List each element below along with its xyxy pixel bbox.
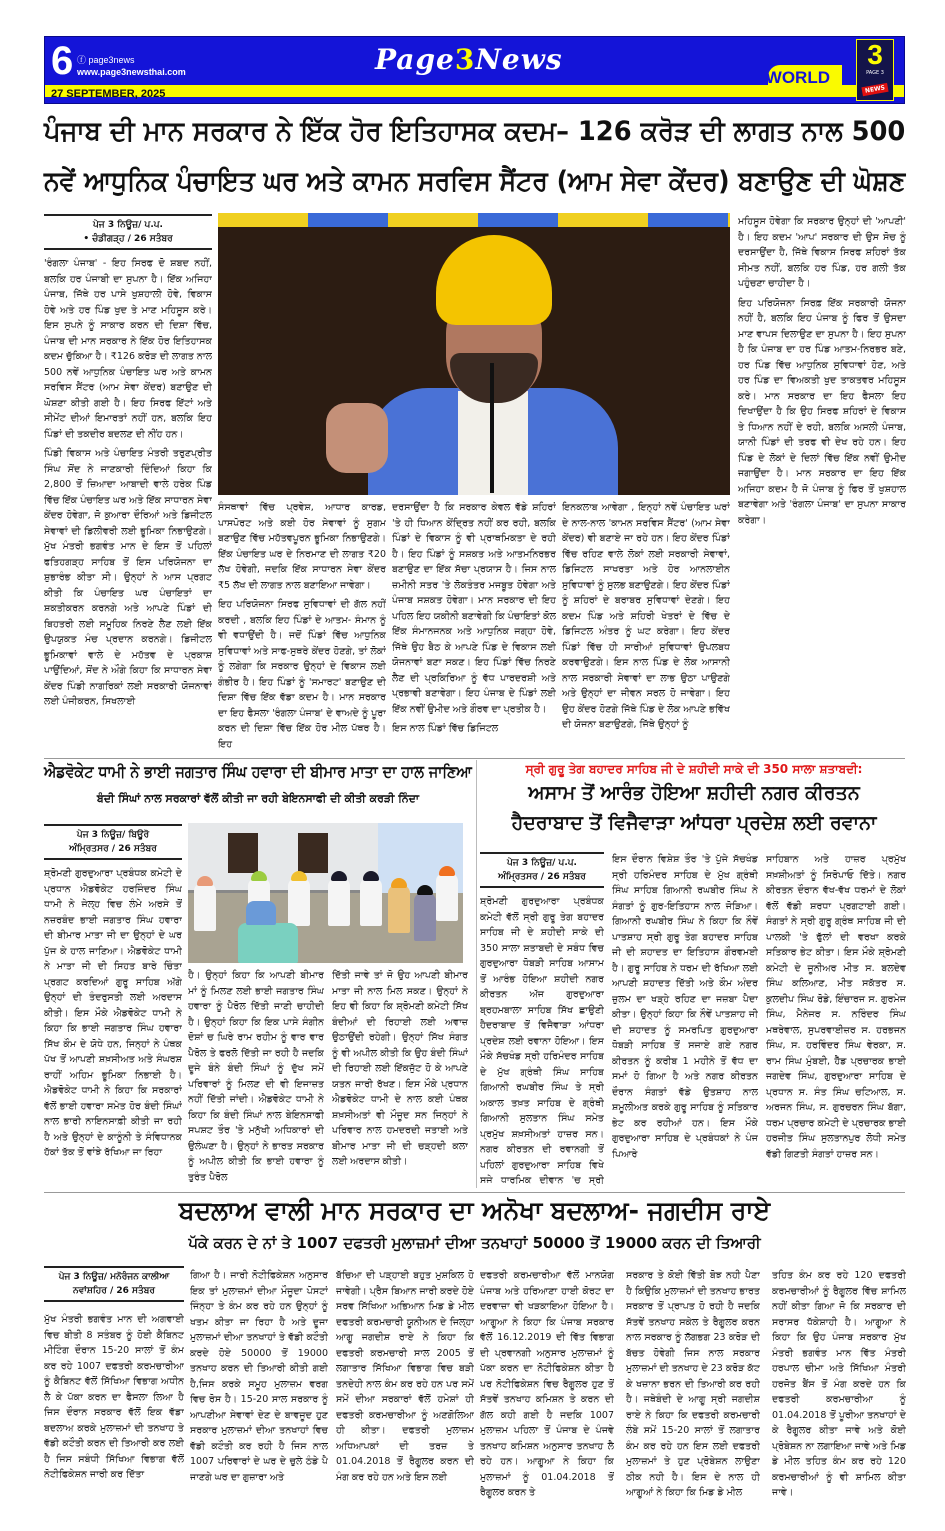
facebook-icon: ⓕ bbox=[77, 55, 89, 65]
lead-byline: ਪੇਜ 3 ਨਿਊਜ਼/ ਪ.ਪ. • ਚੰਡੀਗੜ੍ਹ / 26 ਸਤੰਬਰ bbox=[44, 214, 212, 250]
lead-column-3: ਦਰਸਾਉਂਦਾ ਹੈ ਕਿ ਸਰਕਾਰ ਕੇਵਲ ਵੱਡੇ ਸ਼ਹਿਰਾਂ 'ਤੇ ਹੀ ਧਿਆਨ ਕੇਂਦ੍ਰਿਤ ਨਹੀਂ ਕਰ ਰਹੀ, ਬਲਕਿ ਪਿੰਡਾਂ ਦੇ ਵਿਕਾਸ ਨੂੰ ਵੀ ਪ੍ਰਾਥਮਿਕਤਾ ਦੇ ਰਹੀ ਹੈ। ਇਹ ਪਿੰਡਾਂ ਨੂੰ ਸਸ਼ਕਤ ਅਤੇ ਆਤਮਨਿਰਭਰ ਬਣਾਉਣ ਦਾ ਇੱਕ ਸੱਚਾ ਪ੍ਰਯਾਸ ਹੈ। ਜਿਸ ਨਾਲ ਜ਼ਮੀਨੀ ਸਤਰ 'ਤੇ ਲੋਕਤੰਤਰ ਮਜਬੂਤ ਹੋਵੇਗਾ ਅਤੇ ਪੰਜਾਬ ਸਸ਼ਕਤ ਹੋਵੇਗਾ। ਮਾਨ ਸਰਕਾਰ ਦੀ ਇਹ ਪਹਿਲ ਇਹ ਯਕੀਨੀ ਬਣਾਵੇਗੀ ਕਿ ਪੰਚਾਇਤਾਂ ਕੋਲ ਇੱਕ ਸੰਮਾਨਜਨਕ ਅਤੇ ਆਧੁਨਿਕ ਜਗ੍ਹਾ ਹੋਵੇ, ਜਿੱਥੇ ਉਹ ਬੈਠ ਕੇ ਆਪਣੇ ਪਿੰਡ ਦੇ ਵਿਕਾਸ ਲਈ ਯੋਜਨਾਵਾਂ ਬਣਾ ਸਕਣ। ਇਹ ਪਿੰਡਾਂ ਵਿੱਚ ਨਿਰਣੇ ਲੈਣ ਦੀ ਪ੍ਰਕਿਰਿਆ ਨੂੰ ਵੱਧ ਪਾਰਦਰਸ਼ੀ ਅਤੇ ਪ੍ਰਭਾਵੀ ਬਣਾਵੇਗਾ। ਇਹ ਪੰਜਾਬ ਦੇ ਪਿੰਡਾਂ ਲਈ ਇੱਕ ਨਵੀਂ ਉਮੀਦ ਅਤੇ ਗੌਰਵ ਦਾ ਪ੍ਰਤੀਕ ਹੈ। ਇਸ ਨਾਲ ਪਿੰਡਾਂ ਵਿੱਚ ਡਿਜਿਟਲ bbox=[392, 502, 556, 734]
kirtan-column-3: ਸਾਹਿਬਾਨ ਅਤੇ ਹਾਜ਼ਰ ਪ੍ਰਮੁੱਖ ਸਖ਼ਸ਼ੀਅਤਾਂ ਨੂੰ ਸਿਰੋਪਾਓ ਦਿੱਤੇ। ਨਗਰ ਕੀਰਤਨ ਦੌਰਾਨ ਵੱਖ-ਵੱਖ ਧਰਮਾਂ ਦੇ ਲੋਕਾਂ ਵੱਲੋਂ ਵੱਡੀ ਸ਼ਰਧਾ ਪ੍ਰਗਟਾਈ ਗਈ। ਸੰਗਤਾਂ ਨੇ ਸ੍ਰੀ ਗੁਰੂ ਗ੍ਰੰਥ ਸਾਹਿਬ ਜੀ ਦੀ ਪਾਲਕੀ 'ਤੇ ਫੁੱਲਾਂ ਦੀ ਵਰਖਾ ਕਰਕੇ ਸਤਿਕਾਰ ਭੇਟ ਕੀਤਾ। ਇਸ ਮੌਕੇ ਸ਼੍ਰੋਮਣੀ ਕਮੇਟੀ ਦੇ ਜੂਨੀਅਰ ਮੀਤ ਸ. ਬਲਦੇਵ ਸਿੰਘ ਕਲਿਆਣ, ਮੀਤ ਸਕੱਤਰ ਸ. ਕੁਲਦੀਪ ਸਿੰਘ ਰੋਡੇ, ਇੰਚਾਰਜ ਸ. ਗੁਰਮੇਜ ਸਿੰਘ, ਮੈਨੇਜਰ ਸ. ਨਰਿੰਦਰ ਸਿੰਘ ਮਥਰੇਵਾਲ, ਸੁਪਰਵਾਈਜ਼ਰ ਸ. ਹਰਭਜਨ ਸਿੰਘ, ਸ. ਹਰਵਿੰਦਰ ਸਿੰਘ ਵੇਰਕਾ, ਸ. ਰਾਮ ਸਿੰਘ ਮੁੰਬਈ, ਹੈੱਡ ਪ੍ਰਚਾਰਕ ਭਾਈ ਜਗਦੇਵ ਸਿੰਘ, ਗੁਰਦੁਆਰਾ ਸਾਹਿਬ ਦੇ ਪ੍ਰਧਾਨ ਸ. ਸੰਤ ਸਿੰਘ ਚਟਿਆਲ, ਸ. ਅਰਜਨ ਸਿੰਘ, ਸ. ਗੁਰਚਰਨ ਸਿੰਘ ਬੱਗਾ, ਧਰਮ ਪ੍ਰਚਾਰ ਕਮੇਟੀ ਦੇ ਪ੍ਰਚਾਰਕ ਭਾਈ ਹਰਜੀਤ ਸਿੰਘ ਸੁਲਤਾਨਪੁਰ ਲੋਧੀ ਸਮੇਤ ਵੱਡੀ ਗਿਣਤੀ ਸੰਗਤਾਂ ਹਾਜ਼ਰ ਸਨ। bbox=[766, 854, 906, 1160]
dhami-column-3: ਦਿੱਤੀ ਜਾਵੇ ਤਾਂ ਜੋ ਉਹ ਆਪਣੀ ਬੀਮਾਰ ਮਾਤਾ ਜੀ ਨਾਲ ਮਿਲ ਸਕਣ। ਉਨ੍ਹਾਂ ਨੇ ਇਹ ਵੀ ਕਿਹਾ ਕਿ ਸ਼੍ਰੋਮਣੀ ਕਮੇਟੀ ਸਿੱਖ ਬੰਦੀਆਂ ਦੀ ਰਿਹਾਈ ਲਈ ਅਵਾਜ਼ ਉਠਾਉਂਦੀ ਰਹੇਗੀ। ਉਨ੍ਹਾਂ ਸਿੱਖ ਸੰਗਤ ਨੂੰ ਵੀ ਅਪੀਲ ਕੀਤੀ ਕਿ ਉਹ ਬੰਦੀ ਸਿੰਘਾਂ ਦੀ ਰਿਹਾਈ ਲਈ ਇੱਕਜੁੱਟ ਹੋ ਕੇ ਆਪਣੇ ਯਤਨ ਜਾਰੀ ਰੱਖਣ। ਇਸ ਮੌਕੇ ਪ੍ਰਧਾਨ ਐਡਵੋਕੇਟ ਧਾਮੀ ਦੇ ਨਾਲ ਕਈ ਪੰਥਕ ਸ਼ਖ਼ਸੀਅਤਾਂ ਵੀ ਮੌਜੂਦ ਸਨ ਜਿਨ੍ਹਾਂ ਨੇ ਪਰਿਵਾਰ ਨਾਲ ਹਮਦਰਦੀ ਜਤਾਈ ਅਤੇ ਬੀਮਾਰ ਮਾਤਾ ਜੀ ਦੀ ਚੜ੍ਹਦੀ ਕਲਾ ਲਈ ਅਰਦਾਸ ਕੀਤੀ। bbox=[332, 970, 468, 1167]
lead-headline-line2: ਨਵੇਂ ਆਧੁਨਿਕ ਪੰਚਾਇਤ ਘਰ ਅਤੇ ਕਾਮਨ ਸਰਵਿਸ ਸੈਂਟਰ (ਆਮ ਸੇਵਾ ਕੇਂਦਰ) ਬਣਾਉਣ ਦੀ ਘੋਸ਼ਣ bbox=[44, 166, 906, 197]
lead-column-1: 'ਰੰਗਲਾ ਪੰਜਾਬ' - ਇਹ ਸਿਰਫ ਦੋ ਸ਼ਬਦ ਨਹੀਂ, ਬਲਕਿ ਹਰ ਪੰਜਾਬੀ ਦਾ ਸੁਪਨਾ ਹੈ। ਇੱਕ ਅਜਿਹਾ ਪੰਜਾਬ, ਜਿੱਥੇ ਹਰ ਪਾਸੇ ਖੁਸ਼ਹਾਲੀ ਹੋਵੇ, ਵਿਕਾਸ ਹੋਵੇ ਅਤੇ ਹਰ ਪਿੰਡ ਖੁਦ ਤੇ ਮਾਣ ਮਹਿਸੂਸ ਕਰੇ। ਇਸ ਸੁਪਨੇ ਨੂੰ ਸਾਕਾਰ ਕਰਨ ਦੀ ਦਿਸ਼ਾ ਵਿੱਚ, ਪੰਜਾਬ ਦੀ ਮਾਨ ਸਰਕਾਰ ਨੇ ਇੱਕ ਹੋਰ ਇਤਿਹਾਸਕ ਕਦਮ ਚੁੱਕਿਆ ਹੈ। ₹126 ਕਰੋੜ ਦੀ ਲਾਗਤ ਨਾਲ 500 ਨਵੇਂ ਆਧੁਨਿਕ ਪੰਚਾਇਤ ਘਰ ਅਤੇ ਕਾਮਨ ਸਰਵਿਸ ਸੈਂਟਰ (ਆਮ ਸੇਵਾ ਕੇਂਦਰ) ਬਣਾਉਣ ਦੀ ਘੋਸ਼ਣਾ ਕੀਤੀ ਗਈ ਹੈ। ਇਹ ਸਿਰਫ ਇੱਟਾਂ ਅਤੇ ਸੀਮੇਂਟ ਦੀਆਂ ਇਮਾਰਤਾਂ ਨਹੀਂ ਹਨ, ਬਲਕਿ ਇਹ ਪਿੰਡਾਂ ਦੀ ਤਕਦੀਰ ਬਦਲਣ ਦੀ ਨੀਂਹ ਹਨ। ਪਿੰਡੀ ਵਿਕਾਸ ਅਤੇ ਪੰਚਾਇਤ ਮੰਤਰੀ ਤਰੁਣਪ੍ਰੀਤ ਸਿੰਘ ਸੋਂਦ ਨੇ ਜਾਣਕਾਰੀ ਦਿੰਦਿਆਂ ਕਿਹਾ ਕਿ 2,800 ਤੋਂ ਜ਼ਿਆਦਾ ਆਬਾਦੀ ਵਾਲੇ ਹਰੇਕ ਪਿੰਡ ਵਿੱਚ ਇੱਕ ਪੰਚਾਇਤ ਘਰ ਅਤੇ ਇੱਕ ਸਾਧਾਰਨ ਸੇਵਾ ਕੇਂਦਰ ਹੋਵੇਗਾ, ਜੋ ਕੁਆਰਾ ਦੌਰਿਆਂ ਅਤੇ ਡਿਜੀਟਲ ਸੇਵਾਵਾਂ ਦੀ ਡਿਲੀਵਰੀ ਲਈ ਭੂਮਿਕਾ ਨਿਭਾਉਣਗੇ। ਮੁੱਖ ਮੰਤਰੀ ਭਗਵੰਤ ਮਾਨ ਦੇ ਇਸ ਤੋਂ ਪਹਿਲਾਂ ਫਤਿਹਗੜ੍ਹ ਸਾਹਿਬ ਤੋਂ ਇਸ ਪਰਿਯੋਜਨਾ ਦਾ ਸ਼ੁਭਾਰੰਭ ਕੀਤਾ ਸੀ। ਉਨ੍ਹਾਂ ਨੇ ਆਸ ਪ੍ਰਗਟ ਕੀਤੀ ਕਿ ਪੰਚਾਇਤ ਘਰ ਪੰਚਾਇਤਾਂ ਦਾ ਸ਼ਕਤੀਕਰਨ ਕਰਨਗੇ ਅਤੇ ਆਪਣੇ ਪਿੰਡਾਂ ਦੀ ਬਿਹਤਰੀ ਲਈ ਸਮੂਹਿਕ ਨਿਰਣੇ ਲੈਣ ਲਈ ਇੱਕ ਉਪਯੁਕਤ ਮੰਚ ਪ੍ਰਦਾਨ ਕਰਨਗੇ। ਡਿਜੀਟਲ ਭੂਮਿਕਾਵਾਂ ਵਾਲੇ ਦੇ ਮਹੱਤਵ ਦੇ ਪ੍ਰਕਾਸ਼ ਪਾਉਂਦਿਆਂ, ਸੋਂਦ ਨੇ ਔਗੇ ਕਿਹਾ ਕਿ ਸਾਧਾਰਨ ਸੇਵਾ ਕੇਂਦਰ ਪਿੰਡੀ ਨਾਗਰਿਕਾਂ ਲਈ ਸਰਕਾਰੀ ਯੋਜਨਾਵਾਂ ਲਈ ਪੰਜੀਕਰਨ, ਸਿਖਲਾਈ bbox=[44, 258, 212, 707]
kirtan-headline-line1: ਅਸਾਮ ਤੋਂ ਆਰੰਭ ਹੋਇਆ ਸ਼ਹੀਦੀ ਨਗਰ ਕੀਰਤਨ bbox=[528, 782, 860, 804]
section-divider bbox=[44, 758, 905, 759]
dhami-column-2: ਹੈ। ਉਨ੍ਹਾਂ ਕਿਹਾ ਕਿ ਆਪਣੀ ਬੀਮਾਰ ਮਾਂ ਨੂੰ ਮਿਲਣ ਲਈ ਭਾਈ ਜਗਤਾਰ ਸਿੰਘ ਹਵਾਰਾ ਨੂੰ ਪੈਰੋਲ ਦਿੱਤੀ ਜਾਣੀ ਚਾਹੀਦੀ ਹੈ। ਉਨ੍ਹਾਂ ਕਿਹਾ ਕਿ ਇਕ ਪਾਸੇ ਸੰਗੀਨ ਦੋਸ਼ਾਂ ਚ ਘਿਰੇ ਰਾਮ ਰਹੀਮ ਨੂੰ ਵਾਰ ਵਾਰ ਪੈਰੋਲ ਤੇ ਫਰਲੋ ਦਿੱਤੀ ਜਾ ਰਹੀ ਹੈ ਜਦਕਿ ਦੂਜੇ ਬੰਨੇ ਬੰਦੀ ਸਿੰਘਾਂ ਨੂੰ ਦੁੱਖ ਸਮੇਂ ਪਰਿਵਾਰਾਂ ਨੂੰ ਮਿਲਣ ਦੀ ਵੀ ਇਜਾਜ਼ਤ ਨਹੀਂ ਦਿੱਤੀ ਜਾਂਦੀ। ਐਡਵੋਕੇਟ ਧਾਮੀ ਨੇ ਕਿਹਾ ਕਿ ਬੰਦੀ ਸਿੰਘਾਂ ਨਾਲ ਬੇਇਨਸਾਫੀ ਸਪਸ਼ਟ ਤੌਰ 'ਤੇ ਮਨੁੱਖੀ ਅਧਿਕਾਰਾਂ ਦੀ ਉਲੰਘਣਾ ਹੈ। ਉਨ੍ਹਾਂ ਨੇ ਭਾਰਤ ਸਰਕਾਰ ਨੂੰ ਅਪੀਲ ਕੀਤੀ ਕਿ ਭਾਈ ਹਵਾਰਾ ਨੂੰ ਤੁਰੰਤ ਪੈਰੋਲ bbox=[188, 970, 324, 1183]
social-handle[interactable]: ⓕ page3news bbox=[77, 55, 135, 65]
page3-news-badge: 3 PAGE 3 NEWS bbox=[856, 39, 894, 101]
lead-photo bbox=[218, 213, 730, 495]
lead-column-5: ਮਹਿਸੂਸ ਹੋਵੇਗਾ ਕਿ ਸਰਕਾਰ ਉਨ੍ਹਾਂ ਦੀ 'ਆਪਣੀ' ਹੈ। ਇਹ ਕਦਮ 'ਆਪ' ਸਰਕਾਰ ਦੀ ਉਸ ਸੋਚ ਨੂੰ ਦਰਸਾਉਂਦਾ ਹੈ, ਜਿੱਥੇ ਵਿਕਾਸ ਸਿਰਫ ਸ਼ਹਿਰਾਂ ਤੱਕ ਸੀਮਤ ਨਹੀਂ, ਬਲਕਿ ਹਰ ਪਿੰਡ, ਹਰ ਗਲੀ ਤੱਕ ਪਹੁੰਚਣਾ ਚਾਹੀਦਾ ਹੈ। ਇਹ ਪਰਿਯੋਜਨਾ ਸਿਰਫ਼ ਇੱਕ ਸਰਕਾਰੀ ਯੋਜਨਾ ਨਹੀਂ ਹੈ, ਬਲਕਿ ਇਹ ਪੰਜਾਬ ਨੂੰ ਫਿਰ ਤੋਂ ਉਸਦਾ ਮਾਣ ਵਾਪਸ ਦਿਲਾਉਣ ਦਾ ਸੁਪਨਾ ਹੈ। ਇਹ ਸੁਪਨਾ ਹੈ ਕਿ ਪੰਜਾਬ ਦਾ ਹਰ ਪਿੰਡ ਆਤਮ-ਨਿਰਭਰ ਬਣੇ, ਹਰ ਪਿੰਡ ਵਿੱਚ ਆਧੁਨਿਕ ਸੁਵਿਧਾਵਾਂ ਹੋਣ, ਅਤੇ ਹਰ ਪਿੰਡ ਦਾ ਵਿਅਕਤੀ ਖੁਦ ਤਾਕਤਵਰ ਮਹਿਸੂਸ ਕਰੇ। ਮਾਨ ਸਰਕਾਰ ਦਾ ਇਹ ਫੈਸਲਾ ਇਹ ਦਿਖਾਉਂਦਾ ਹੈ ਕਿ ਉਹ ਸਿਰਫ ਸ਼ਹਿਰਾਂ ਦੇ ਵਿਕਾਸ ਤੇ ਧਿਆਨ ਨਹੀਂ ਦੇ ਰਹੀ, ਬਲਕਿ ਅਸਲੀ ਪੰਜਾਬ, ਯਾਨੀ ਪਿੰਡਾਂ ਦੀ ਤਰਫ ਵੀ ਦੇਖ ਰਹੇ ਹਨ। ਇਹ ਪਿੰਡ ਦੇ ਲੋਕਾਂ ਦੇ ਦਿਲਾਂ ਵਿੱਚ ਇੱਕ ਨਵੀਂ ਉਮੀਦ ਜਗਾਉਂਦਾ ਹੈ। ਮਾਨ ਸਰਕਾਰ ਦਾ ਇਹ ਇੱਕ ਅਜਿਹਾ ਕਦਮ ਹੈ ਜੋ ਪੰਜਾਬ ਨੂੰ ਫਿਰ ਤੋਂ ਖੁਸ਼ਹਾਲ ਬਣਾਵੇਗਾ ਅਤੇ 'ਰੰਗਲਾ ਪੰਜਾਬ' ਦਾ ਸੁਪਨਾ ਸਾਕਾਰ ਕਰੇਗਾ। bbox=[738, 216, 906, 526]
dhami-column-1: ਸ਼੍ਰੋਮਣੀ ਗੁਰਦੁਆਰਾ ਪ੍ਰਬੰਧਕ ਕਮੇਟੀ ਦੇ ਪ੍ਰਧਾਨ ਐਡਵੋਕੇਟ ਹਰਜਿੰਦਰ ਸਿੰਘ ਧਾਮੀ ਨੇ ਜੇਲ੍ਹ ਵਿਚ ਲੰਮੇ ਅਰਸੇ ਤੋਂ ਨਜ਼ਰਬੰਦ ਭਾਈ ਜਗਤਾਰ ਸਿੰਘ ਹਵਾਰਾ ਦੀ ਬੀਮਾਰ ਮਾਤਾ ਜੀ ਦਾ ਉਨ੍ਹਾਂ ਦੇ ਘਰ ਪੁੱਜ ਕੇ ਹਾਲ ਜਾਣਿਆ। ਐਡਵੋਕੇਟ ਧਾਮੀ ਨੇ ਮਾਤਾ ਜੀ ਦੀ ਸਿਹਤ ਬਾਰੇ ਚਿੰਤਾ ਪ੍ਰਗਟ ਕਰਦਿਆਂ ਗੁਰੂ ਸਾਹਿਬ ਅੱਗੇ ਉਨ੍ਹਾਂ ਦੀ ਤੰਦਰੁਸਤੀ ਲਈ ਅਰਦਾਸ ਕੀਤੀ। ਇਸ ਮੌਕੇ ਐਡਵੋਕੇਟ ਧਾਮੀ ਨੇ ਕਿਹਾ ਕਿ ਭਾਈ ਜਗਤਾਰ ਸਿੰਘ ਹਵਾਰਾ ਸਿੱਖ ਕੌਮ ਦੇ ਯੋਧੇ ਹਨ, ਜਿਨ੍ਹਾਂ ਨੇ ਪੰਥਕ ਪੱਖ ਤੋਂ ਆਪਣੀ ਸ਼ਖ਼ਸੀਅਤ ਅਤੇ ਸੰਘਰਸ਼ ਰਾਹੀਂ ਅਹਿਮ ਭੂਮਿਕਾ ਨਿਭਾਈ ਹੈ। ਐਡਵੋਕੇਟ ਧਾਮੀ ਨੇ ਕਿਹਾ ਕਿ ਸਰਕਾਰਾਂ ਵੱਲੋਂ ਭਾਈ ਹਵਾਰਾ ਸਮੇਤ ਹੋਰ ਬੰਦੀ ਸਿੰਘਾਂ ਨਾਲ ਭਾਰੀ ਨਾਇਨਸਾਫ਼ੀ ਕੀਤੀ ਜਾ ਰਹੀ ਹੈ ਅਤੇ ਉਨ੍ਹਾਂ ਦੇ ਕਾਨੂੰਨੀ ਤੇ ਸੰਵਿਧਾਨਕ ਹੱਕਾਂ ਤੱਕ ਤੋਂ ਵਾਂਝੇ ਰੱਖਿਆ ਜਾ ਰਿਹਾ bbox=[44, 868, 182, 1158]
website-link[interactable]: www.page3newsthai.com bbox=[77, 67, 186, 77]
jagdish-column-4: ਦਫਤਰੀ ਕਰਮਚਾਰੀਆ ਵੱਲੋਂ ਮਾਨਯੋਗ ਪੰਜਾਬ ਅਤੇ ਹਰਿਆਣਾ ਹਾਈ ਕੋਰਟ ਦਾ ਦਰਵਾਜ਼ਾ ਵੀ ਖੜਕਾਇਆ ਹੋਇਆ ਹੈ। ਆਗੂਆ ਨੇ ਕਿਹਾ ਕਿ ਪੰਜਾਬ ਸਰਕਾਰ ਵੱਲੋਂ 16.12.2019 ਦੀ ਵਿੱਤ ਵਿਭਾਗ ਦੀ ਪ੍ਰਵਾਨਗੀ ਅਨੁਸਾਰ ਮੁਲਾਜ਼ਮਾਂ ਨੂੰ ਪੱਕਾ ਕਰਨ ਦਾ ਨੋਟੀਫਿਕੇਸ਼ਨ ਕੀਤਾ ਹੈ ਪਰ ਨੋਟੀਫਿਕੇਸ਼ਨ ਵਿਚ ਰੈਗੂਲਰ ਹੁਣ ਤੋਂ ਸੱਤਵੇਂ ਤਨਖਾਹ ਕਮਿਸ਼ਨ ਤੇ ਕਰਨ ਦੀ ਗੱਲ ਕਹੀ ਗਈ ਹੈ ਜਦਕਿ 1007 ਮੁਲਾਜ਼ਮ ਪਹਿਲਾ ਤੋਂ ਪੰਜਾਬ ਦੇ ਪੰਜਵੇ ਤਨਖਾਹ ਕਮਿਸ਼ਨ ਅਨੁਸਾਰ ਤਨਖਾਹ ਲੈ ਰਹੇ ਹਨ। ਆਗੂਆ ਨੇ ਕਿਹਾ ਕਿ ਮੁਲਾਜ਼ਮਾਂ ਨੂੰ 01.04.2018 ਤੋਂ ਰੈਗੂਲਰ ਕਰਨ ਤੇ bbox=[480, 1270, 614, 1498]
lead-column-4: ਇਨਕਲਾਬ ਆਵੇਗਾ , ਇਨ੍ਹਾਂ ਨਵੇਂ ਪੰਚਾਇਤ ਘਰਾਂ ਦੇ ਨਾਲ-ਨਾਲ 'ਕਾਮਨ ਸਰਵਿਸ ਸੈਂਟਰ' (ਆਮ ਸੇਵਾ ਕੇਂਦਰ) ਵੀ ਬਣਾਏ ਜਾ ਰਹੇ ਹਨ। ਇਹ ਕੇਂਦਰ ਪਿੰਡਾਂ ਵਿੱਚ ਰਹਿਣ ਵਾਲੇ ਲੋਕਾਂ ਲਈ ਸਰਕਾਰੀ ਸੇਵਾਵਾਂ, ਡਿਜਿਟਲ ਸਾਖਰਤਾ ਅਤੇ ਹੋਰ ਆਨਲਾਈਨ ਸੁਵਿਧਾਵਾਂ ਨੂੰ ਸੁਲਭ ਬਣਾਉਣਗੇ। ਇਹ ਕੇਂਦਰ ਪਿੰਡਾਂ ਨੂੰ ਸ਼ਹਿਰਾਂ ਦੇ ਬਰਾਬਰ ਸੁਵਿਧਾਵਾਂ ਦੇਣਗੇ। ਇਹ ਕਦਮ ਪਿੰਡ ਅਤੇ ਸ਼ਹਿਰੀ ਖੇਤਰਾਂ ਦੇ ਵਿੱਚ ਦੇ ਡਿਜਿਟਲ ਅੰਤਰ ਨੂੰ ਘਟ ਕਰੇਗਾ। ਇਹ ਕੇਂਦਰ ਪਿੰਡਾਂ ਵਿੱਚ ਹੀ ਸਾਰੀਆਂ ਸੁਵਿਧਾਵਾਂ ਉਪਲਬਧ ਕਰਵਾਉਣਗੇ। ਇਸ ਨਾਲ ਪਿੰਡ ਦੇ ਲੋਕ ਆਸਾਨੀ ਨਾਲ ਸਰਕਾਰੀ ਸੇਵਾਵਾਂ ਦਾ ਲਾਭ ਉਠਾ ਪਾਉਣਗੇ ਅਤੇ ਉਨ੍ਹਾਂ ਦਾ ਜੀਵਨ ਸਰਲ ਹੋ ਜਾਵੇਗਾ। ਇਹ ਉਹ ਕੇਂਦਰ ਹੋਣਗੇ ਜਿੱਥੇ ਪਿੰਡ ਦੇ ਲੋਕ ਆਪਣੇ ਭਵਿੱਖ ਦੀ ਯੋਜਨਾ ਬਣਾਉਣਗੇ, ਜਿੱਥੇ ਉਨ੍ਹਾਂ ਨੂੰ bbox=[562, 502, 730, 730]
page-number: 6 bbox=[51, 39, 74, 83]
kirtan-headline-line2: ਹੈਦਰਾਬਾਦ ਤੋਂ ਵਿਜੈਵਾੜਾ ਆਂਧਰਾ ਪ੍ਰਦੇਸ਼ ਲਈ ਰਵਾਨਾ bbox=[511, 812, 877, 834]
kirtan-byline: ਪੇਜ 3 ਨਿਊਜ਼/ ਪ.ਪ. ਅੰਮ੍ਰਿਤਸਰ / 26 ਸਤੰਬਰ bbox=[480, 852, 604, 888]
jagdish-column-3: ਬੱਚਿਆ ਦੀ ਪੜ੍ਹਾਈ ਬਹੁਤ ਮੁਸ਼ਕਿਲ ਹੋ ਜਾਵੇਗੀ। ਪ੍ਰੈਸ ਬਿਆਨ ਜਾਰੀ ਕਰਦੇ ਹੋਏ ਸਰਵ ਸਿੱਖਿਆ ਅਭਿਆਨ ਮਿਡ ਡੇ ਮੀਲ ਦਫਤਰੀ ਕਰਮਚਾਰੀ ਯੂਨੀਅਨ ਦੇ ਜਿਲ੍ਹਾ ਆਗੂ ਜਗਦੀਸ਼ ਰਾਏ ਨੇ ਕਿਹਾ ਕਿ ਦਫਤਰੀ ਕਰਮਚਾਰੀ ਸਾਲ 2005 ਤੋਂ ਲਗਾਤਾਰ ਸਿੱਖਿਆ ਵਿਭਾਗ ਵਿਚ ਬੜੀ ਤਨਦੇਹੀ ਨਾਲ ਕੰਮ ਕਰ ਰਹੇ ਹਨ ਪਰ ਸਮੇਂ ਸਮੇਂ ਦੀਆ ਸਰਕਾਰਾਂ ਵੱਲੋਂ ਹਮੇਸ਼ਾਂ ਹੀ ਦਫਤਰੀ ਕਰਮਚਾਰੀਆ ਨੂੰ ਅਣਗੋਲਿਆ ਹੀ ਕੀਤਾ। ਦਫਤਰੀ ਮੁਲਾਜ਼ਮ ਅਧਿਆਪਕਾਂ ਦੀ ਤਰਜ਼ ਤੇ 01.04.2018 ਤੋਂ ਰੈਗੂਲਰ ਕਰਨ ਦੀ ਮੰਗ ਕਰ ਰਹੇ ਹਨ ਅਤੇ ਇਸ ਲਈ bbox=[336, 1270, 474, 1483]
section-label: WORLD bbox=[765, 68, 830, 87]
masthead bbox=[44, 36, 905, 104]
dhami-subheadline: ਬੰਦੀ ਸਿੰਘਾਂ ਨਾਲ ਸਰਕਾਰਾਂ ਵੱਲੋਂ ਕੀਤੀ ਜਾ ਰਹੀ ਬੇਇਨਸਾਫੀ ਦੀ ਕੀਤੀ ਕਰੜੀ ਨਿੰਦਾ bbox=[96, 792, 420, 805]
dhami-photo bbox=[188, 823, 463, 963]
column-divider bbox=[476, 760, 477, 1188]
jagdish-column-1: ਮੁੱਖ ਮੰਤਰੀ ਭਗਵੰਤ ਮਾਨ ਦੀ ਅਗਵਾਈ ਵਿਚ ਬੀਤੀ 8 ਸਤੰਬਰ ਨੂੰ ਹੋਈ ਕੈਬਿਨਟ ਮੀਟਿੰਗ ਦੌਰਾਨ 15-20 ਸਾਲਾਂ ਤੋਂ ਕੰਮ ਕਰ ਰਹੇ 1007 ਦਫਤਰੀ ਕਰਮਚਾਰੀਆ ਨੂੰ ਕੈਬਿਨਟ ਵੱਲੋਂ ਸਿੱਖਿਆ ਵਿਭਾਗ ਅਧੀਨ ਲੈ ਕੇ ਪੱਕਾ ਕਰਨ ਦਾ ਫੈਸਲਾ ਲਿਆ ਹੈ ਜਿਸ ਦੌਰਾਨ ਸਰਕਾਰ ਵੱਲੋਂ ਇਕ ਵੱਡਾ ਬਦਲਾਅ ਕਰਕੇ ਮੁਲਾਜ਼ਮਾਂ ਦੀ ਤਨਖਾਹ ਤੇ ਵੱਡੀ ਕਟੌਤੀ ਕਰਨ ਦੀ ਤਿਆਰੀ ਕਰ ਲਈ ਹੈ ਜਿਸ ਸਬੰਧੀ ਸਿੱਖਿਆ ਵਿਭਾਗ ਵੱਲੋਂ ਨੋਟੀਫਿਕੇਸ਼ਨ ਜਾਰੀ ਕਰ ਦਿੱਤਾ bbox=[44, 1314, 184, 1480]
lead-column-2: ਸੰਸਥਾਵਾਂ ਵਿੱਚ ਪ੍ਰਵੇਸ਼, ਆਧਾਰ ਕਾਰਡ, ਪਾਸਪੋਰਟ ਅਤੇ ਕਈ ਹੋਰ ਸੇਵਾਵਾਂ ਨੂੰ ਸੁਗਮ ਬਣਾਉਣ ਵਿੱਚ ਮਹੱਤਵਪੂਰਨ ਭੂਮਿਕਾ ਨਿਭਾਉਣਗੇ। ਇੱਕ ਪੰਚਾਇਤ ਘਰ ਦੇ ਨਿਰਮਾਣ ਦੀ ਲਾਗਤ ₹20 ਲੱਖ ਹੋਵੇਗੀ, ਜਦਕਿ ਇੱਕ ਸਾਧਾਰਨ ਸੇਵਾ ਕੇਂਦਰ ₹5 ਲੱਖ ਦੀ ਲਾਗਤ ਨਾਲ ਬਣਾਇਆ ਜਾਵੇਗਾ। ਇਹ ਪਰਿਯੋਜਨਾ ਸਿਰਫ ਸੁਵਿਧਾਵਾਂ ਦੀ ਗੱਲ ਨਹੀਂ ਕਰਦੀ , ਬਲਕਿ ਇਹ ਪਿੰਡਾਂ ਦੇ ਆਤਮ- ਸੰਮਾਨ ਨੂੰ ਵੀ ਵਧਾਉਂਦੀ ਹੈ। ਜਦੋਂ ਪਿੰਡਾਂ ਵਿੱਚ ਆਧੁਨਿਕ ਸੁਵਿਧਾਵਾਂ ਅਤੇ ਸਾਫ-ਸੁਥਰੇ ਕੇਂਦਰ ਹੋਣਗੇ, ਤਾਂ ਲੋਕਾਂ ਨੂੰ ਲਗੇਗਾ ਕਿ ਸਰਕਾਰ ਉਨ੍ਹਾਂ ਦੇ ਵਿਕਾਸ ਲਈ ਗੰਭੀਰ ਹੈ। ਇਹ ਪਿੰਡਾਂ ਨੂੰ 'ਸਮਾਰਟ' ਬਣਾਉਣ ਦੀ ਦਿਸ਼ਾ ਵਿੱਚ ਇੱਕ ਵੱਡਾ ਕਦਮ ਹੈ। ਮਾਨ ਸਰਕਾਰ ਦਾ ਇਹ ਫੈਸਲਾ 'ਰੰਗਲਾ ਪੰਜਾਬ' ਦੇ ਵਾਅਦੇ ਨੂੰ ਪੂਰਾ ਕਰਨ ਦੀ ਦਿਸ਼ਾ ਵਿੱਚ ਇੱਕ ਹੋਰ ਮੀਲ ਪੱਥਰ ਹੈ। ਇਹ bbox=[218, 502, 386, 750]
lead-headline-line1: ਪੰਜਾਬ ਦੀ ਮਾਨ ਸਰਕਾਰ ਨੇ ਇੱਕ ਹੋਰ ਇਤਿਹਾਸਕ ਕਦਮ– 126 ਕਰੋੜ ਦੀ ਲਾਗਤ ਨਾਲ 500 bbox=[44, 116, 906, 147]
microphone-icon bbox=[490, 363, 494, 493]
jagdish-column-5: ਸਰਕਾਰ ਤੇ ਕੋਈ ਵਿੱਤੀ ਬੋਝ ਨਹੀ ਪੈਣਾ ਹੈ ਕਿਉਕਿ ਮੁਲਾਜ਼ਮਾਂ ਦੀ ਤਨਖਾਹ ਭਾਰਤ ਸਰਕਾਰ ਤੋਂ ਪ੍ਰਾਪਤ ਹੋ ਰਹੀ ਹੈ ਜਦਕਿ ਸੱਤਵੇਂ ਤਨਖਾਹ ਸਕੇਲ ਤੇ ਰੈਗੂਲਰ ਕਰਨ ਨਾਲ ਸਰਕਾਰ ਨੂੰ ਲੱਗਭਗ 23 ਕਰੋੜ ਦੀ ਬੱਚਤ ਹੋਵੇਗੀ ਜਿਸ ਨਾਲ ਸਰਕਾਰ ਮੁਲਾਜ਼ਮਾਂ ਦੀ ਤਨਖਾਹ ਦੇ 23 ਕਰੋੜ ਕੱਟ ਕੇ ਖਜ਼ਾਨਾ ਭਰਨ ਦੀ ਤਿਆਰੀ ਕਰ ਰਹੀ ਹੈ। ਜਥੇਬੰਦੀ ਦੇ ਆਗੂ ਸ੍ਰੀ ਜਗਦੀਸ਼ ਰਾਏ ਨੇ ਕਿਹਾ ਕਿ ਦਫਤਰੀ ਕਰਮਚਾਰੀ ਲੰਬੇ ਸਮੇਂ 15-20 ਸਾਲਾਂ ਤੋਂ ਲਗਾਤਾਰ ਕੰਮ ਕਰ ਰਹੇ ਹਨ ਇਸ ਲਈ ਦਫਤਰੀ ਮੁਲਾਜ਼ਮਾਂ ਤੇ ਹੁਣ ਪ੍ਰੋਬੇਸ਼ਨ ਲਾਉਣਾ ਠੀਕ ਨਹੀ ਹੈ। ਇਸ ਦੇ ਨਾਲ ਹੀ ਆਗੂਆਂ ਨੇ ਕਿਹਾ ਕਿ ਮਿਡ ਡੇ ਮੀਲ bbox=[626, 1270, 760, 1498]
jagdish-column-6: ਤਹਿਤ ਕੰਮ ਕਰ ਰਹੇ 120 ਦਫਤਰੀ ਕਰਮਚਾਰੀਆਂ ਨੂੰ ਰੈਗੂਲਰ ਵਿੱਚ ਸ਼ਾਮਿਲ ਨਹੀਂ ਕੀਤਾ ਗਿਆ ਜੋ ਕਿ ਸਰਕਾਰ ਦੀ ਸਰਾਸਰ ਧੱਕੇਸ਼ਾਹੀ ਹੈ। ਆਗੂਆ ਨੇ ਕਿਹਾ ਕਿ ਉਹ ਪੰਜਾਬ ਸਰਕਾਰ ਮੁੱਖ ਮੰਤਰੀ ਭਗਵੰਤ ਮਾਨ ਵਿੱਤ ਮੰਤਰੀ ਹਰਪਾਲ ਚੀਮਾ ਅਤੇ ਸਿੱਖਿਆ ਮੰਤਰੀ ਹਰਜੋਤ ਬੈਂਸ ਤੋਂ ਮੰਗ ਕਰਦੇ ਹਨ ਕਿ ਦਫਤਰੀ ਕਰਮਚਾਰੀਆ ਨੂੰ 01.04.2018 ਤੋਂ ਪੂਰੀਆ ਤਨਖਾਹਾਂ ਦੇ ਕੇ ਰੈਗੂਲਰ ਕੀਤਾ ਜਾਵੇ ਅਤੇ ਕੋਈ ਪ੍ਰੋਬੇਸ਼ਨ ਨਾ ਲਗਾਇਆ ਜਾਵੇ ਅਤੇ ਮਿਡ ਡੇ ਮੀਲ ਤਹਿਤ ਕੰਮ ਕਰ ਰਹੇ 120 ਕਰਮਚਾਰੀਆਂ ਨੂੰ ਵੀ ਸ਼ਾਮਿਲ ਕੀਤਾ ਜਾਵੇ। bbox=[772, 1270, 906, 1498]
brand-logo: Page3News bbox=[375, 43, 563, 76]
jagdish-subheadline: ਪੱਕੇ ਕਰਨ ਦੇ ਨਾਂ ਤੇ 1007 ਦਫਤਰੀ ਮੁਲਾਜ਼ਮਾਂ ਦੀਆ ਤਨਖਾਹਾਂ 50000 ਤੋਂ 19000 ਕਰਨ ਦੀ ਤਿਆਰੀ bbox=[188, 1234, 761, 1252]
jagdish-headline: ਬਦਲਾਅ ਵਾਲੀ ਮਾਨ ਸਰਕਾਰ ਦਾ ਅਨੋਖਾ ਬਦਲਾਅ- ਜਗਦੀਸ ਰਾਏ bbox=[178, 1196, 771, 1225]
dhami-headline: ਐਡਵੋਕੇਟ ਧਾਮੀ ਨੇ ਭਾਈ ਜਗਤਾਰ ਸਿੰਘ ਹਵਾਰਾ ਦੀ ਬੀਮਾਰ ਮਾਤਾ ਦਾ ਹਾਲ ਜਾਣਿਆ bbox=[44, 762, 472, 781]
kirtan-column-1: ਸ਼੍ਰੋਮਣੀ ਗੁਰਦੁਆਰਾ ਪ੍ਰਬੰਧਕ ਕਮੇਟੀ ਵੱਲੋਂ ਸ੍ਰੀ ਗੁਰੂ ਤੇਗ ਬਹਾਦਰ ਸਾਹਿਬ ਜੀ ਦੇ ਸ਼ਹੀਦੀ ਸਾਕੇ ਦੀ 350 ਸਾਲਾ ਸ਼ਤਾਬਦੀ ਦੇ ਸਬੰਧ ਵਿਚ ਗੁਰਦੁਆਰਾ ਧੋਬੜੀ ਸਾਹਿਬ ਆਸਾਮ ਤੋਂ ਆਰੰਭ ਹੋਇਆ ਸ਼ਹੀਦੀ ਨਗਰ ਕੀਰਤਨ ਅੱਜ ਗੁਰਦੁਆਰਾ ਬ੍ਰਹਮਬਾਲਾ ਸਾਹਿਬ ਸਿੱਖ ਛਾਉਣੀ ਹੈਦਰਾਬਾਦ ਤੋਂ ਵਿਜੈਵਾੜਾ ਆਂਧਰਾ ਪ੍ਰਦੇਸ਼ ਲਈ ਰਵਾਨਾ ਹੋਇਆ। ਇਸ ਮੌਕੇ ਸੱਚਖੰਡ ਸ੍ਰੀ ਹਰਿਮੰਦਰ ਸਾਹਿਬ ਦੇ ਮੁੱਖ ਗ੍ਰੰਥੀ ਸਿੰਘ ਸਾਹਿਬ ਗਿਆਨੀ ਰਘਬੀਰ ਸਿੰਘ ਤੇ ਸ੍ਰੀ ਅਕਾਲ ਤਖ਼ਤ ਸਾਹਿਬ ਦੇ ਗ੍ਰੰਥੀ ਗਿਆਨੀ ਸੁਲਤਾਨ ਸਿੰਘ ਸਮੇਤ ਪ੍ਰਮੁੱਖ ਸ਼ਖ਼ਸੀਅਤਾਂ ਹਾਜ਼ਰ ਸਨ। ਨਗਰ ਕੀਰਤਨ ਦੀ ਰਵਾਨਗੀ ਤੋਂ ਪਹਿਲਾਂ ਗੁਰਦੁਆਰਾ ਸਾਹਿਬ ਵਿਖੇ ਸਜੇ ਧਾਰਮਿਕ ਦੀਵਾਨ 'ਚ ਸ੍ਰੀ bbox=[480, 896, 604, 1186]
kirtan-kicker: ਸ੍ਰੀ ਗੁਰੂ ਤੇਗ ਬਹਾਦਰ ਸਾਹਿਬ ਜੀ ਦੇ ਸ਼ਹੀਦੀ ਸਾਕੇ ਦੀ 350 ਸਾਲਾ ਸ਼ਤਾਬਦੀ: bbox=[525, 762, 863, 776]
kirtan-column-2: ਇਸ ਦੌਰਾਨ ਵਿਸ਼ੇਸ਼ ਤੌਰ 'ਤੇ ਪੁੱਜੇ ਸੱਚਖੰਡ ਸ੍ਰੀ ਹਰਿਮੰਦਰ ਸਾਹਿਬ ਦੇ ਮੁੱਖ ਗ੍ਰੰਥੀ ਸਿੰਘ ਸਾਹਿਬ ਗਿਆਨੀ ਰਘਬੀਰ ਸਿੰਘ ਨੇ ਸੰਗਤਾਂ ਨੂੰ ਗੁਰ-ਇਤਿਹਾਸ ਨਾਲ ਜੋੜਿਆ। ਗਿਆਨੀ ਰਘਬੀਰ ਸਿੰਘ ਨੇ ਕਿਹਾ ਕਿ ਨੌਵੇਂ ਪਾਤਸ਼ਾਹ ਸ੍ਰੀ ਗੁਰੂ ਤੇਗ ਬਹਾਦਰ ਸਾਹਿਬ ਜੀ ਦੀ ਸ਼ਹਾਦਤ ਦਾ ਇਤਿਹਾਸ ਗੌਰਵਮਈ ਹੈ। ਗੁਰੂ ਸਾਹਿਬ ਨੇ ਧਰਮ ਦੀ ਰੱਖਿਆ ਲਈ ਆਪਣੀ ਸ਼ਹਾਦਤ ਦਿੱਤੀ ਅਤੇ ਕੌਮ ਅੰਦਰ ਜ਼ੁਲਮ ਦਾ ਖੜ੍ਹੇ ਰਹਿਣ ਦਾ ਜਜ਼ਬਾ ਪੈਦਾ ਕੀਤਾ। ਉਨ੍ਹਾਂ ਕਿਹਾ ਕਿ ਨੌਵੇਂ ਪਾਤਸ਼ਾਹ ਜੀ ਦੀ ਸ਼ਹਾਦਤ ਨੂੰ ਸਮਰਪਿਤ ਗੁਰਦੁਆਰਾ ਧੋਬੜੀ ਸਾਹਿਬ ਤੋਂ ਸਜਾਏ ਗਏ ਨਗਰ ਕੀਰਤਨ ਨੂੰ ਕਰੀਬ 1 ਮਹੀਨੇ ਤੋਂ ਵੱਧ ਦਾ ਸਮਾਂ ਹੋ ਗਿਆ ਹੈ ਅਤੇ ਨਗਰ ਕੀਰਤਨ ਦੌਰਾਨ ਸੰਗਤਾਂ ਵੱਡੇ ਉਤਸ਼ਾਹ ਨਾਲ ਸ਼ਮੂਲੀਅਤ ਕਰਕੇ ਗੁਰੂ ਸਾਹਿਬ ਨੂੰ ਸਤਿਕਾਰ ਭੇਟ ਕਰ ਰਹੀਆਂ ਹਨ। ਇਸ ਮੌਕੇ ਗੁਰਦੁਆਰਾ ਸਾਹਿਬ ਦੇ ਪ੍ਰਬੰਧਕਾਂ ਨੇ ਪੰਜ ਪਿਆਰੇ bbox=[612, 854, 758, 1160]
dhami-byline: ਪੇਜ 3 ਨਿਊਜ਼/ ਬਿਊਰੋ ਅੰਮ੍ਰਿਤਸਰ / 26 ਸਤੰਬਰ bbox=[44, 824, 182, 860]
jagdish-byline: ਪੇਜ 3 ਨਿਊਜ਼/ ਮਨੋਰੰਜਨ ਕਾਲੀਆ ਨਵਾਂਸ਼ਹਿਰ / 26 ਸਤੰਬਰ bbox=[44, 1266, 184, 1302]
edition-date: 27 SEPTEMBER, 2025 bbox=[51, 88, 166, 100]
section-divider bbox=[44, 1192, 905, 1193]
jagdish-column-2: ਗਿਆ ਹੈ। ਜਾਰੀ ਨੋਟੀਫਿਕੇਸ਼ਨ ਅਨੁਸਾਰ ਇਕ ਤਾਂ ਮੁਲਾਜ਼ਮਾਂ ਦੀਆ ਮੌਜੂਦਾ ਪੋਸਟਾਂ ਜਿੰਨ੍ਹਾ ਤੇ ਕੰਮ ਕਰ ਰਹੇ ਹਨ ਉਨ੍ਹਾਂ ਨੂੰ ਖਤਮ ਕੀਤਾ ਜਾ ਰਿਹਾ ਹੈ ਅਤੇ ਦੂਜਾ ਮੁਲਾਜ਼ਮਾਂ ਦੀਆ ਤਨਖਾਹਾਂ ਤੇ ਵੱਡੀ ਕਟੌਤੀ ਕਰਦੇ ਹੋਏ 50000 ਤੋਂ 19000 ਤਨਖਾਹ ਕਰਨ ਦੀ ਤਿਆਰੀ ਕੀਤੀ ਗਈ ਹੈ,ਜਿਸ ਕਰਕੇ ਸਮੂਹ ਮੁਲਾਜ਼ਮ ਵਰਗ ਵਿਚ ਰੋਸ ਹੈ। 15-20 ਸਾਲ ਸਰਕਾਰ ਨੂੰ ਆਪਣੀਆ ਸੇਵਾਵਾਂ ਦੇਣ ਦੇ ਬਾਵਜੂਦ ਹੁਣ ਸਰਕਾਰ ਮੁਲਾਜ਼ਮਾਂ ਦੀਆ ਤਨਖਾਹਾਂ ਵਿਚ ਵੱਡੀ ਕਟੌਤੀ ਕਰ ਰਹੀ ਹੈ ਜਿਸ ਨਾਲ 1007 ਪਰਿਵਾਰਾਂ ਦੇ ਘਰ ਦੇ ਚੁਲੇ ਠੰਡੇ ਪੈ ਜਾਣਗੇ ਘਰ ਦਾ ਗੁਜ਼ਾਰਾ ਅਤੇ bbox=[190, 1270, 328, 1483]
